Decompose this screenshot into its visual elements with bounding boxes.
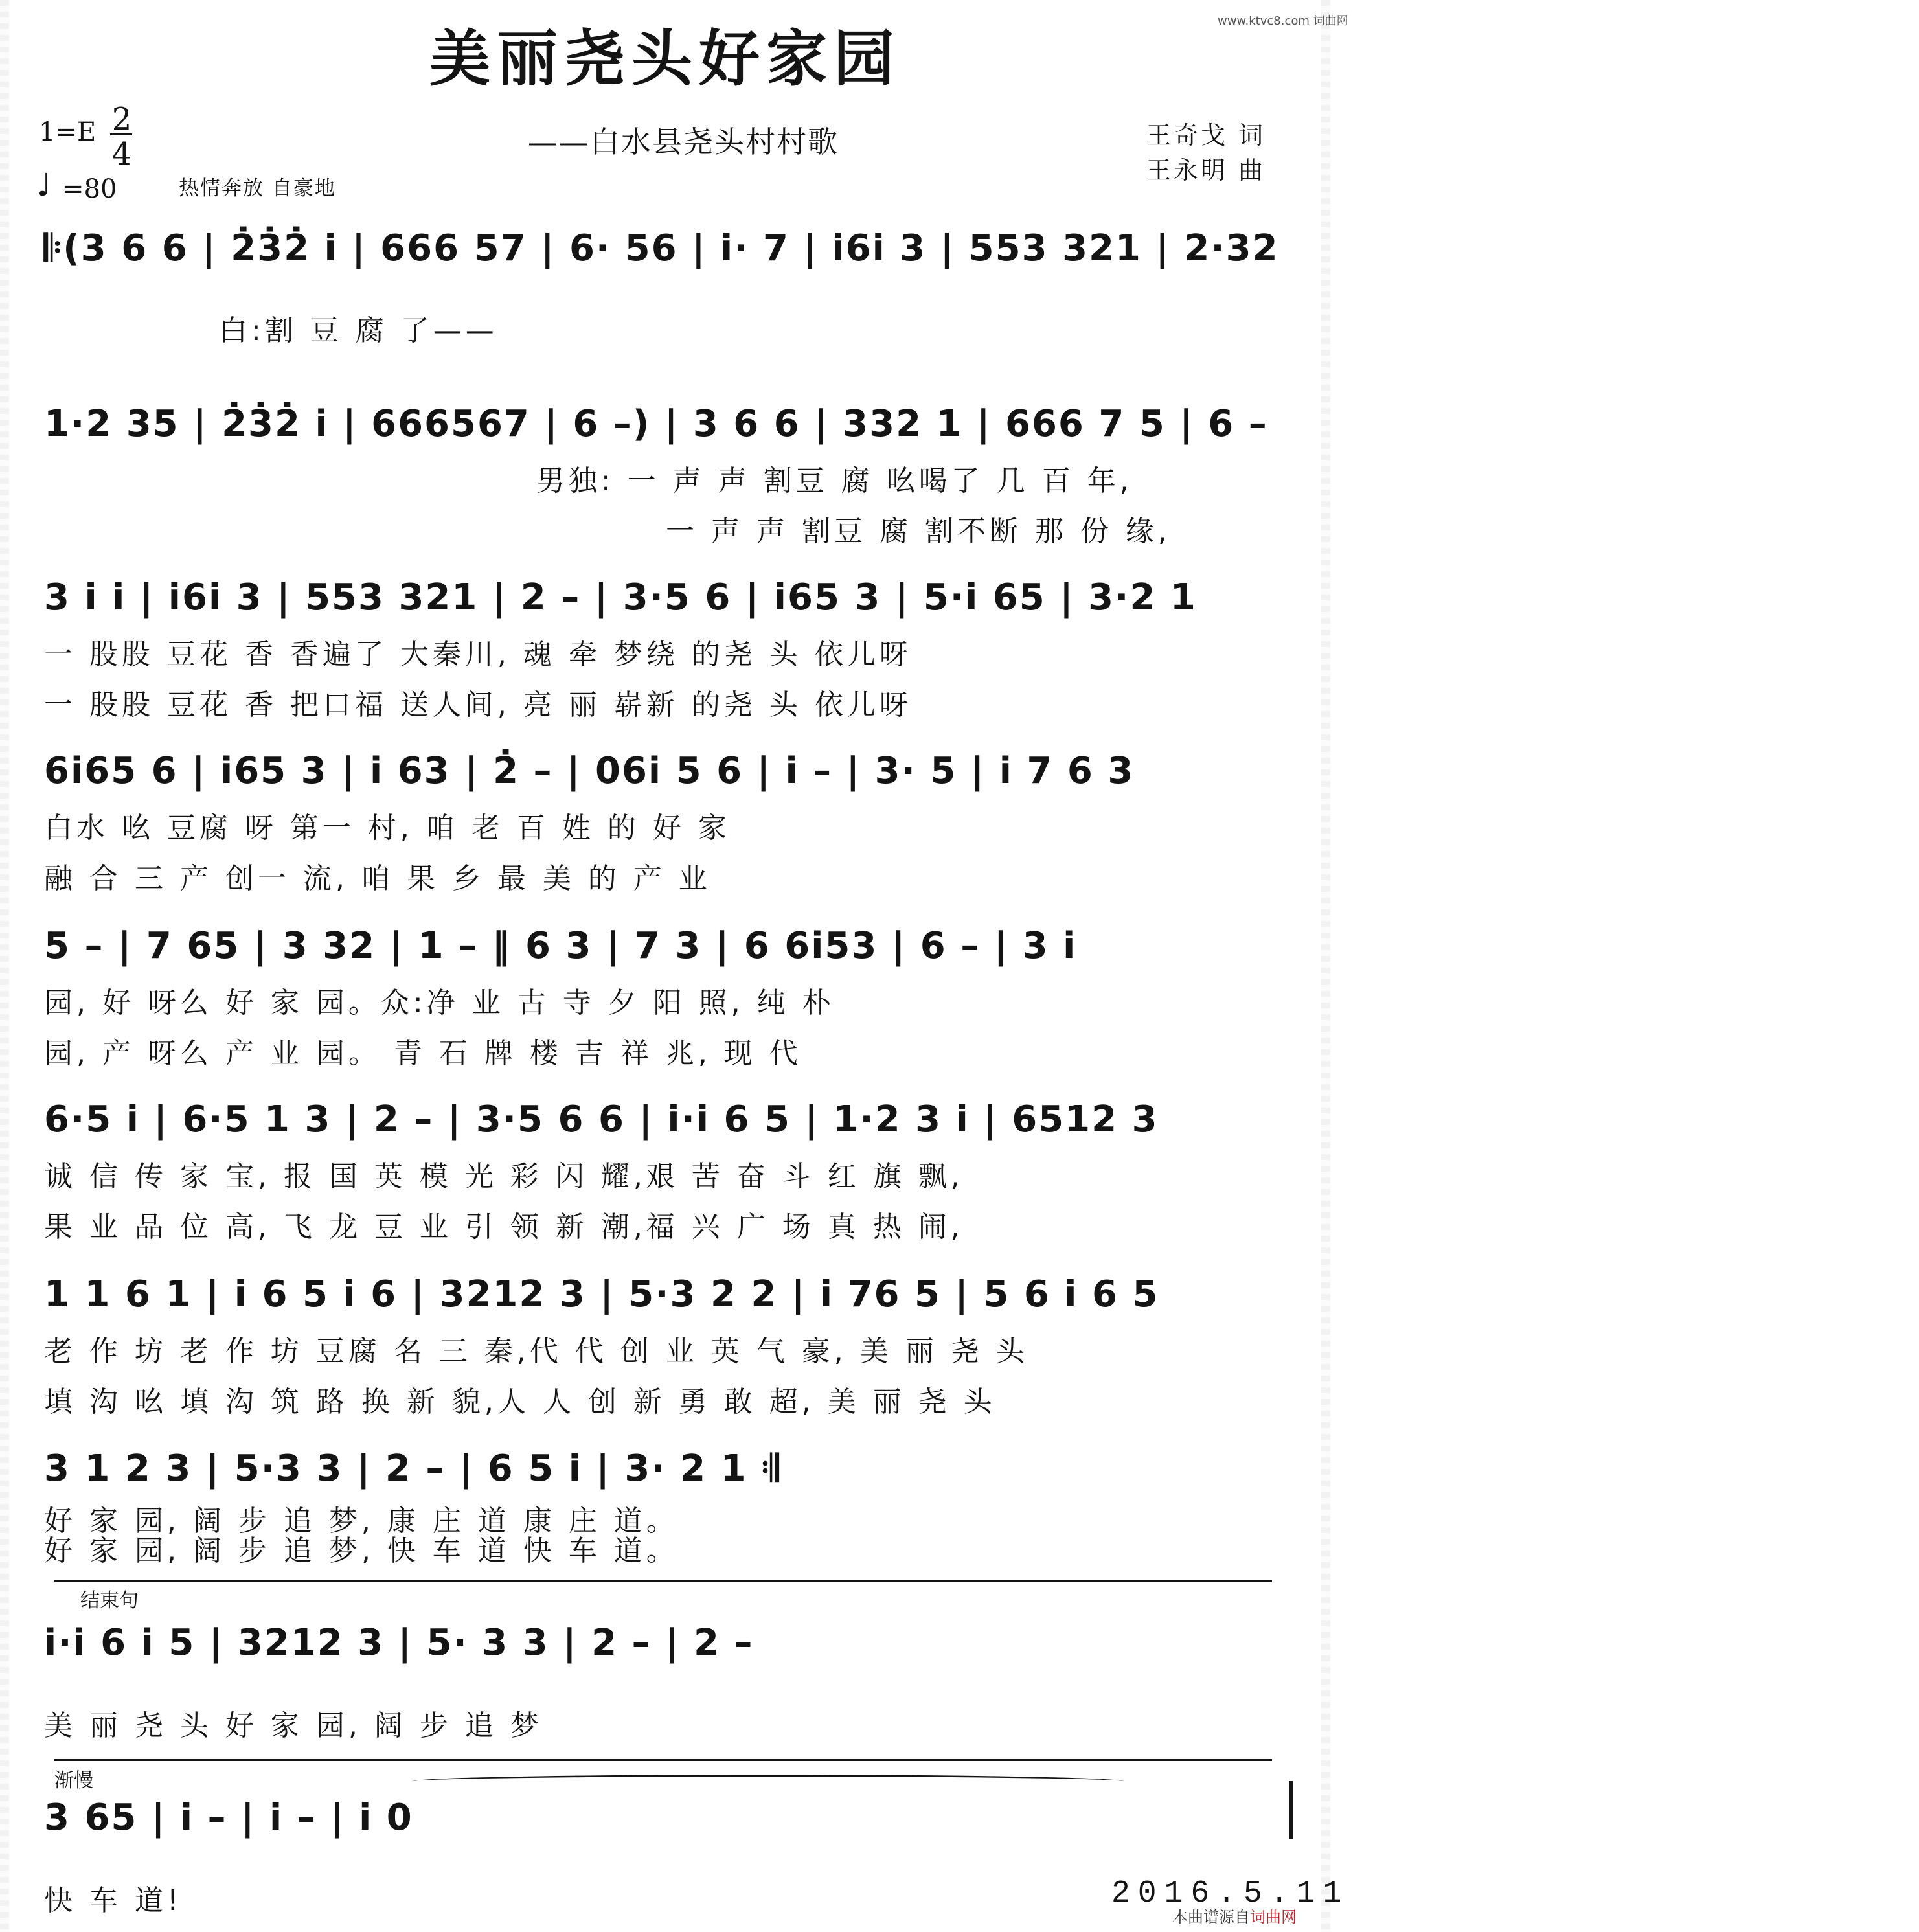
lyric-line: 快 车 道! — [44, 1884, 183, 1917]
lyric-line: 男独: 一 声 声 割豆 腐 吆喝了 几 百 年, — [536, 464, 1133, 497]
notation-line: 6·5 i̇ | 6·5 1 3 | 2 – | 3·5 6 6 | i̇·i̇ 6 5 | 1·2 3 i̇ | 6512 3 — [44, 1098, 1159, 1141]
left-page-edge — [0, 0, 9, 1932]
time-signature-top: 2 — [111, 101, 132, 137]
time-signature-line — [110, 133, 132, 135]
expression-marking: 热情奔放 自豪地 — [179, 177, 336, 200]
long-slur — [412, 1775, 1124, 1788]
notation-line: 3 65 | i̇ – | i̇ – | i̇ 0 — [44, 1796, 413, 1839]
lyric-line: 一 股股 豆花 香 香遍了 大秦川, 魂 牵 梦绕 的尧 头 依儿呀 — [44, 638, 912, 671]
time-signature-bottom: 4 — [111, 136, 132, 172]
notation-line: 1·2 35 | 2̇3̇2̇ i̇ | 666567 | 6 –) | 3 6 6 | 332 1 | 666 7 5 | 6 – — [44, 402, 1268, 445]
song-title: 美丽尧头好家园 — [429, 23, 901, 95]
ritardando-label: 渐慢 — [54, 1769, 93, 1792]
watermark-bottom-brand: 词曲网 — [1250, 1908, 1297, 1926]
lyric-line: 好 家 园, 阔 步 追 梦, 快 车 道 快 车 道。 — [44, 1534, 679, 1567]
watermark-bottom — [1172, 1909, 1297, 1925]
ending-bracket — [54, 1580, 1272, 1582]
date-stamp: 2016.5.11 — [1111, 1876, 1350, 1911]
notation-line: 5 – | 7 65 | 3 32 | 1 – ‖ 6 3 | 7 3 | 6 6i̇53 | 6 – | 3 i̇ — [44, 924, 1077, 967]
lyricist-credit: 王奇戈 词 — [1146, 121, 1266, 150]
lyric-line: 白水 吆 豆腐 呀 第一 村, 咱 老 百 姓 的 好 家 — [44, 812, 731, 845]
song-subtitle: ——白水县尧头村村歌 — [528, 124, 839, 159]
notation-line: i̇·i̇ 6 i̇ 5 | 3212 3 | 5· 3 3 | 2 – | 2 – — [44, 1621, 754, 1664]
final-barline — [1289, 1781, 1293, 1839]
notation-line: 1 1 6 1 | i̇ 6 5 i̇ 6 | 3212 3 | 5·3 2 2 | i̇ 76 5 | 5 6 i̇ 6 5 — [44, 1273, 1159, 1315]
right-page-edge — [1321, 0, 1330, 1932]
composer-credit: 王永明 曲 — [1146, 156, 1266, 185]
lyric-line: 填 沟 吆 填 沟 筑 路 换 新 貌,人 人 创 新 勇 敢 超, 美 丽 尧 头 — [44, 1385, 996, 1418]
lyric-line: 白:割 豆 腐 了—— — [219, 314, 498, 347]
lyric-line: 一 声 声 割豆 腐 割不断 那 份 缘, — [666, 515, 1171, 548]
key-signature: 1=E — [39, 117, 97, 147]
lyric-line: 园, 产 呀么 产 业 园。 青 石 牌 楼 吉 祥 兆, 现 代 — [44, 1037, 802, 1070]
lyric-line: 诚 信 传 家 宝, 报 国 英 模 光 彩 闪 耀,艰 苦 奋 斗 红 旗 飘, — [44, 1160, 964, 1193]
notation-line: 3 i̇ i̇ | i̇6i̇ 3 | 553 321 | 2 – | 3·5 6 | i̇65 3 | 5·i̇ 65 | 3·2 1 — [44, 576, 1197, 619]
lyric-line: 果 业 品 位 高, 飞 龙 豆 业 引 领 新 潮,福 兴 广 场 真 热 闹, — [44, 1210, 964, 1244]
lyric-line: 好 家 园, 阔 步 追 梦, 康 庄 道 康 庄 道。 — [44, 1505, 679, 1538]
lyric-line: 一 股股 豆花 香 把口福 送人间, 亮 丽 崭新 的尧 头 依儿呀 — [44, 688, 912, 722]
ending-label: 结束句 — [80, 1589, 139, 1612]
watermark-top: www.ktvc8.com 词曲网 — [1218, 14, 1348, 28]
notation-line: 6i̇65 6 | i̇65 3 | i̇ 63 | 2̇ – | 06i̇ 5 6 | i̇ – | 3· 5 | i̇ 7 6 3 — [44, 749, 1135, 792]
lyric-line: 融 合 三 产 创一 流, 咱 果 乡 最 美 的 产 业 — [44, 862, 711, 895]
lyric-line: 美 丽 尧 头 好 家 园, 阔 步 追 梦 — [44, 1709, 543, 1742]
tempo-marking: =80 — [62, 174, 117, 204]
ritardando-bracket — [54, 1759, 1272, 1761]
quarter-note-icon: ♩ — [36, 167, 51, 203]
lyric-line: 老 作 坊 老 作 坊 豆腐 名 三 秦,代 代 创 业 英 气 豪, 美 丽 尧 头 — [44, 1335, 1028, 1368]
lyric-line: 园, 好 呀么 好 家 园。众:净 业 古 寺 夕 阳 照, 纯 朴 — [44, 986, 835, 1019]
notation-line: 3 1 2 3 | 5·3 3 | 2 – | 6 5 i̇ | 3· 2 1 𝄇 — [44, 1448, 780, 1490]
notation-line: 𝄆(3 6 6 | 2̇3̇2̇ i̇ | 666 57 | 6· 56 | i̇· 7 | i̇6i̇ 3 | 553 321 | 2·32 — [44, 227, 1279, 269]
watermark-bottom-text: 本曲谱源自 — [1172, 1908, 1250, 1926]
